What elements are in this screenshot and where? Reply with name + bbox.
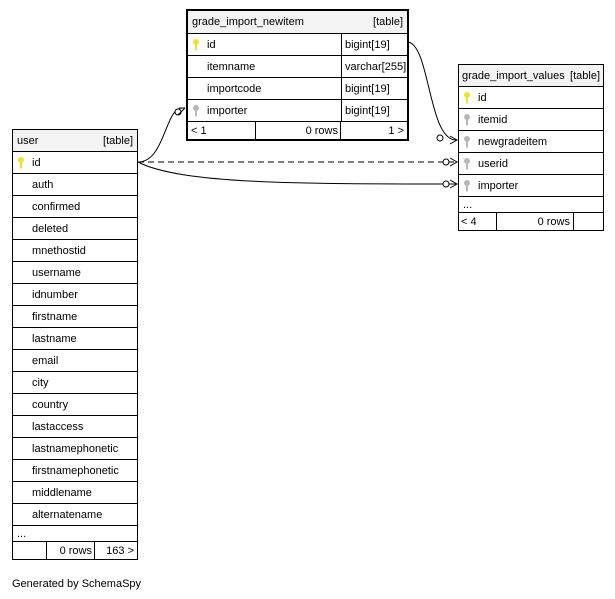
- primary-key-icon: [463, 91, 471, 104]
- row-count: 0 rows: [46, 542, 94, 559]
- column-name: alternatename: [32, 508, 103, 521]
- table-header[interactable]: [459, 65, 603, 87]
- column-name: id: [478, 91, 487, 104]
- parents-count[interactable]: < 1: [191, 124, 207, 137]
- column-row[interactable]: [459, 153, 603, 175]
- column-name: email: [32, 354, 59, 367]
- relation-end-circle: [437, 135, 443, 141]
- column-row[interactable]: [13, 350, 137, 372]
- column-name: id: [32, 156, 41, 169]
- table-grade-import-values[interactable]: [458, 64, 604, 231]
- column-name: importer: [207, 104, 248, 117]
- row-count: 0 rows: [255, 122, 340, 139]
- column-row[interactable]: [13, 372, 137, 394]
- column-row[interactable]: [13, 196, 137, 218]
- column-name: mnethostid: [32, 244, 86, 257]
- foreign-key-icon: [192, 104, 200, 117]
- parents-count[interactable]: < 4: [461, 215, 477, 228]
- foreign-key-icon: [463, 113, 471, 126]
- row-count: 0 rows: [496, 213, 573, 230]
- primary-key-icon: [192, 38, 200, 51]
- children-count[interactable]: 1 >: [340, 122, 407, 139]
- relation-newitem-values-newgradeitem: [407, 42, 456, 140]
- column-name: confirmed: [32, 200, 81, 213]
- column-type: bigint[19]: [341, 34, 390, 55]
- column-row[interactable]: [459, 109, 603, 131]
- table-badge: [table]: [373, 16, 403, 28]
- table-badge: [table]: [570, 69, 600, 82]
- column-row[interactable]: [13, 394, 137, 416]
- foreign-key-icon: [463, 179, 471, 192]
- column-row[interactable]: [13, 328, 137, 350]
- column-name: itemid: [478, 113, 508, 126]
- column-name: firstname: [32, 310, 78, 323]
- parents-count: [13, 542, 46, 559]
- relation-end-circle: [443, 181, 449, 187]
- column-row[interactable]: [13, 284, 137, 306]
- column-name: lastnamephonetic: [32, 442, 119, 455]
- children-count[interactable]: 163 >: [94, 542, 137, 559]
- table-badge: [table]: [103, 134, 133, 147]
- column-name: lastname: [32, 332, 77, 345]
- table-user[interactable]: [12, 129, 138, 560]
- generator-credit: Generated by SchemaSpy: [12, 578, 142, 590]
- column-name: country: [32, 398, 69, 411]
- column-name: middlename: [32, 486, 92, 499]
- column-row[interactable]: [459, 175, 603, 197]
- column-type: varchar[255]: [341, 56, 406, 77]
- column-row[interactable]: [188, 100, 407, 122]
- table-title: grade_import_newitem: [192, 16, 304, 28]
- column-name: deleted: [32, 222, 69, 235]
- more-columns: ...: [459, 197, 603, 213]
- column-row[interactable]: [13, 504, 137, 526]
- column-row[interactable]: [13, 240, 137, 262]
- column-row[interactable]: [188, 78, 407, 100]
- relation-end-crowfoot: [450, 136, 457, 144]
- table-header[interactable]: [13, 130, 137, 152]
- foreign-key-icon: [463, 157, 471, 170]
- column-name: lastaccess: [32, 420, 84, 433]
- more-columns: ...: [13, 526, 137, 542]
- column-type: bigint[19]: [341, 78, 390, 99]
- column-row[interactable]: [13, 174, 137, 196]
- primary-key-icon: [17, 156, 25, 169]
- relation-end-crowfoot: [178, 108, 185, 115]
- column-row[interactable]: [459, 131, 603, 153]
- column-row[interactable]: [13, 306, 137, 328]
- column-type: bigint[19]: [341, 100, 390, 121]
- column-row[interactable]: [13, 218, 137, 240]
- column-name: userid: [478, 157, 508, 170]
- column-name: auth: [32, 178, 54, 191]
- table-footer: [459, 213, 603, 230]
- column-row[interactable]: [13, 152, 137, 174]
- column-name: firstnamephonetic: [32, 464, 119, 477]
- column-row[interactable]: [13, 460, 137, 482]
- column-name: username: [32, 266, 81, 279]
- column-row[interactable]: [13, 262, 137, 284]
- relation-end-circle: [443, 159, 449, 165]
- table-footer: [188, 122, 407, 139]
- table-grade-import-newitem[interactable]: [186, 9, 409, 141]
- column-row[interactable]: [13, 438, 137, 460]
- column-name: itemname: [207, 60, 256, 73]
- table-footer: [13, 542, 137, 559]
- relation-end-crowfoot: [450, 158, 457, 166]
- relation-end-crowfoot: [450, 180, 457, 188]
- column-name: newgradeitem: [478, 135, 548, 148]
- column-row[interactable]: [459, 87, 603, 109]
- column-row[interactable]: [13, 482, 137, 504]
- table-title: user: [17, 134, 39, 147]
- column-row[interactable]: [188, 34, 407, 56]
- table-title: grade_import_values: [462, 69, 565, 82]
- column-name: id: [207, 38, 216, 51]
- relation-end-circle: [175, 109, 181, 115]
- column-row[interactable]: [13, 416, 137, 438]
- column-name: importcode: [207, 82, 262, 95]
- column-name: importer: [478, 179, 519, 192]
- foreign-key-icon: [463, 135, 471, 148]
- relation-user-newitem-importer: [138, 108, 182, 162]
- column-name: city: [32, 376, 49, 389]
- children-count: [573, 213, 603, 230]
- relation-user-values-importer: [138, 162, 456, 184]
- column-name: idnumber: [32, 288, 78, 301]
- column-row[interactable]: [188, 56, 407, 78]
- table-header[interactable]: [188, 11, 407, 34]
